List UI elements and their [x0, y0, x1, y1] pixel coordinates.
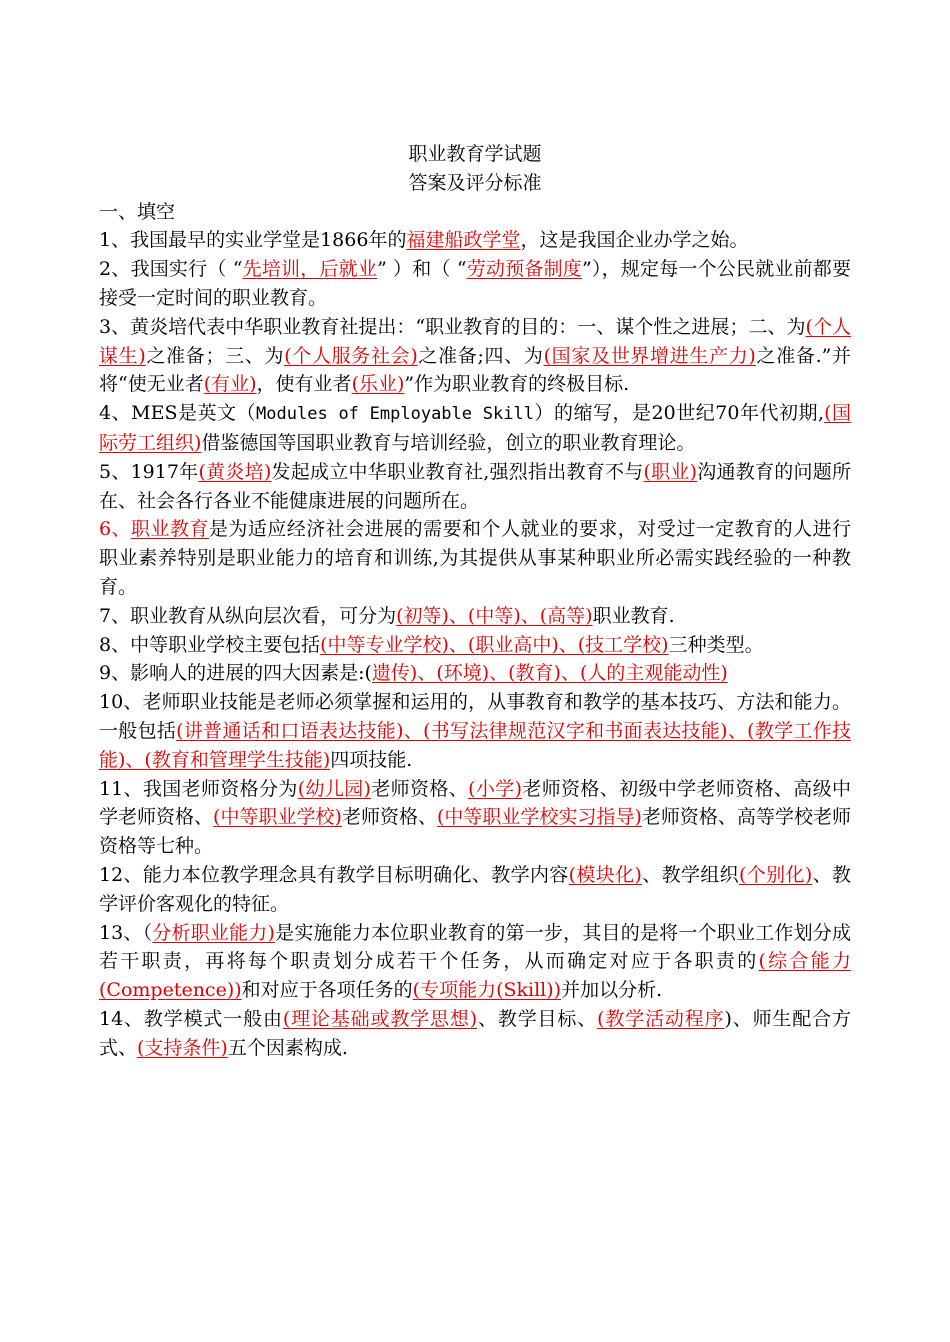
answer: (中等专业学校)、(职业高中)、(技工学校): [320, 633, 669, 656]
answer: (职业): [643, 460, 698, 483]
question-text: 之准备;四、为: [417, 344, 544, 367]
answer: 遗传)、(环境)、(教育)、(人的主观能动性): [371, 662, 728, 685]
question-text: 、教学组织: [641, 863, 740, 886]
question-11: [99, 775, 851, 861]
answer: (国际劳工组织): [99, 402, 851, 454]
question-text: 并加以分析.: [561, 979, 663, 1002]
question-text: ，这是我国企业办学之始。: [520, 229, 749, 252]
question-text: 1、我国最早的实业学堂是1866年的: [99, 229, 407, 252]
answer: (有业): [203, 373, 257, 396]
question-text: 老师资格、: [370, 777, 469, 800]
question-1: [99, 226, 851, 255]
answer: 职业教育: [131, 518, 209, 541]
document-title: 职业教育学试题: [408, 143, 542, 165]
english-term: Modules of Employable Skill: [256, 404, 534, 425]
question-8: [99, 631, 851, 660]
answer: (个别化): [739, 863, 813, 886]
question-14: [99, 1005, 851, 1063]
answer: (幼儿园): [297, 777, 371, 800]
question-text: 之准备；三、为: [145, 344, 285, 367]
question-4: [99, 399, 851, 458]
answer: (支持条件): [137, 1036, 228, 1059]
question-text: 、教学评价客观化的特征。: [99, 863, 851, 915]
question-text: ” ）和（ “: [377, 258, 467, 281]
question-text: 13、（: [99, 921, 153, 944]
document-subtitle: 答案及评分标准: [408, 171, 542, 194]
answer: (小学): [468, 777, 522, 800]
question-text: 10、老师职业技能是老师必须掌握和运用的，从事教育和教学的基本技巧、方法和能力。一般包括: [99, 691, 851, 742]
question-text: 12、能力本位教学理念具有教学目标明确化、教学内容: [99, 863, 569, 886]
question-text: 2、我国实行（ “: [99, 258, 243, 281]
question-12: [99, 861, 851, 919]
answer: (讲普通话和口语表达技能)、(书写法律规范汉字和书面表达技能)、(教学工作技能)、(教育和管理学生技能): [99, 719, 851, 771]
answer: (个人服务社会): [284, 344, 418, 367]
answer: (国家及世界增进生产力): [543, 344, 756, 367]
question-number: 6、: [99, 518, 132, 541]
answer: (中等职业学校): [213, 806, 342, 829]
answer: (中等职业学校实习指导): [436, 806, 642, 829]
question-7: [99, 602, 851, 631]
question-text: 5、1917年: [99, 460, 199, 483]
document-page: [99, 140, 851, 1063]
question-text: 老师资格、高等学校老师资格等七种。: [99, 806, 851, 858]
question-text: 沟通教育的问题所在、社会各行各业不能健康进展的问题所在。: [99, 460, 851, 512]
answer: 先培训，后就业: [242, 258, 378, 281]
question-text: ，使有业者: [256, 373, 352, 396]
question-text: 之准备.”并将“使无业者: [99, 344, 851, 396]
question-text: ”），规定每一个公民就业前都要接受一定时间的职业教育。: [99, 258, 851, 309]
question-text: 9、影响人的进展的四大因素是:(: [99, 662, 372, 685]
question-2: [99, 255, 851, 313]
question-text: 8、中等职业学校主要包括: [99, 633, 321, 656]
answer: 福建船政学堂: [406, 229, 521, 252]
question-text: 发起成立中华职业教育社,强烈指出教育不与: [271, 460, 644, 483]
question-text: 四项技能.: [330, 748, 413, 771]
answer: (乐业): [351, 373, 405, 396]
answer: (教学活动程序: [597, 1007, 725, 1030]
question-text: 3、黄炎培代表中华职业教育社提出：“职业教育的目的：一、谋个性之进展；二、为: [99, 315, 806, 338]
question-text: 职业教育.: [592, 604, 675, 627]
question-text: 14、教学模式一般由: [99, 1007, 283, 1030]
question-text: 4、MES是英文（: [99, 402, 257, 425]
answer: (专项能力(Skill)): [412, 979, 562, 1002]
question-text: )、师生配合方式、: [99, 1007, 851, 1059]
answer: 劳动预备制度: [466, 258, 582, 281]
answer: (初等)、(中等)、(高等): [396, 604, 593, 627]
answer: (理论基础或教学思想): [282, 1007, 478, 1030]
section-heading: 一、填空: [99, 200, 176, 223]
question-5: [99, 458, 851, 516]
question-text: ”作为职业教育的终极目标.: [404, 373, 630, 396]
question-text: ）的缩写，是20世纪70年代初期,: [533, 402, 825, 425]
question-text: 7、职业教育从纵向层次看，可分为: [99, 604, 397, 627]
question-text: 五个因素构成.: [227, 1036, 348, 1059]
question-text: 借鉴德国等国职业教育与培训经验，创立的职业教育理论。: [201, 431, 696, 454]
question-3: [99, 313, 851, 399]
question-13: [99, 919, 851, 1005]
question-text: 三种类型。: [668, 633, 764, 656]
question-9: [99, 659, 851, 688]
question-text: 、教学目标、: [477, 1007, 598, 1030]
answer: 分析职业能力): [152, 921, 275, 944]
question-text: 11、我国老师资格分为: [99, 777, 298, 800]
question-10: [99, 688, 851, 774]
answer: (模块化): [568, 863, 642, 886]
question-6: [99, 515, 851, 601]
answer: (综合能力(Competence)): [99, 950, 851, 1002]
answer: (个人谋生): [99, 315, 851, 367]
question-text: 老师资格、初级中学老师资格、高级中学老师资格、: [99, 777, 851, 829]
question-text: 是实施能力本位职业教育的第一步，其目的是将一个职业工作划分成若干职责，再将每个职责划分成若干个任务，从而确定对应于各职责的: [99, 921, 851, 973]
question-text: 老师资格、: [341, 806, 437, 829]
question-text: 是为适应经济社会进展的需要和个人就业的要求，对受过一定教育的人进行职业素养特别是职业能力的培育和训练,为其提供从事某种职业所必需实践经验的一种教育。: [99, 518, 851, 598]
question-text: 和对应于各项任务的: [241, 979, 413, 1002]
answer: (黄炎培): [198, 460, 272, 483]
